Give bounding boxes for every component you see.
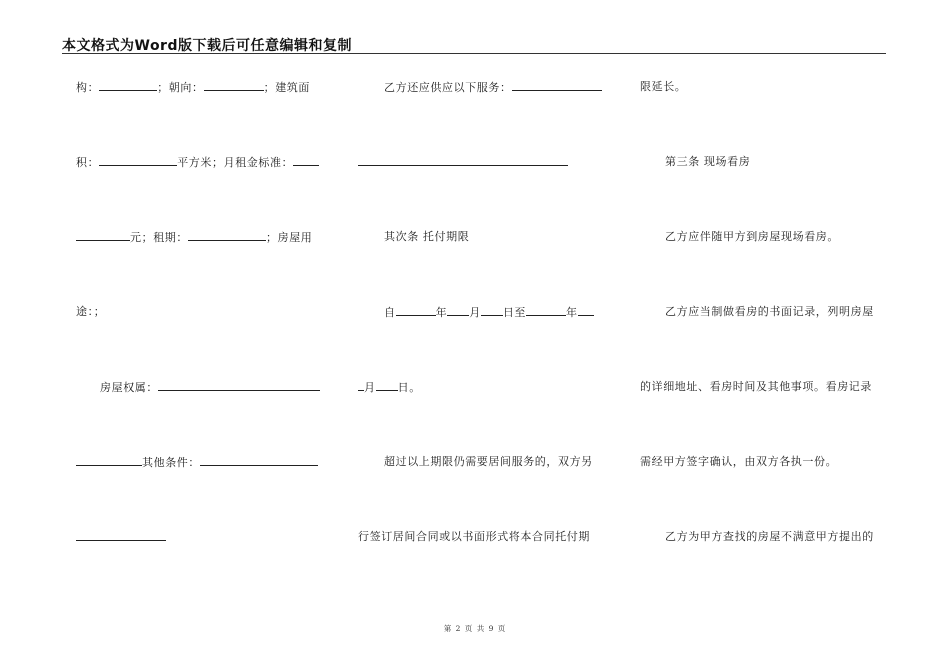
rent-standard-label: 平方米；月租金标准：: [177, 156, 294, 169]
paragraph-text: 乙方应伴随甲方到房屋现场看房。: [665, 230, 839, 243]
blank-line: [376, 380, 398, 391]
structure-label: 构：: [76, 81, 100, 94]
blank-line: [578, 305, 594, 316]
year-label: 年: [566, 306, 578, 319]
lease-term-label: 元；租期：: [130, 231, 188, 244]
paragraph-text: 行签订居间合同或以书面形式将本合同托付期: [358, 530, 590, 543]
year-label: 年: [435, 306, 448, 319]
col1-line-7: [76, 530, 166, 545]
blank-line: [158, 380, 320, 391]
day-to-label: 日至: [502, 306, 527, 319]
day-label: 日。: [397, 381, 421, 394]
paragraph-text: 限延长。: [640, 80, 687, 93]
col2-line-1: [384, 80, 602, 95]
col3-line-5: [640, 380, 872, 394]
col3-line-3: [665, 230, 839, 244]
blank-line: [526, 305, 566, 316]
document-header-title: 本文格式为Word版下载后可任意编辑和复制: [62, 38, 352, 54]
paragraph-text: 的详细地址、看房时间及其他事项。看房记录: [640, 380, 872, 393]
blank-line: [99, 80, 157, 91]
col3-line-6: [640, 455, 837, 469]
col2-line-2: [358, 155, 568, 170]
blank-line: [293, 155, 319, 166]
col1-line-4: [76, 305, 105, 319]
usage-label-end: 途：；: [76, 305, 106, 318]
col1-line-2: [76, 155, 319, 170]
col2-line-4: [384, 305, 594, 320]
blank-line: [76, 230, 130, 241]
blank-line: [76, 530, 166, 541]
col3-line-4: [665, 305, 874, 319]
col3-line-7: [665, 530, 874, 544]
article-3-heading: 第三条 现场看房: [665, 155, 751, 168]
blank-line: [99, 155, 177, 166]
col2-line-7: [358, 530, 590, 544]
paragraph-text: 需经甲方签字确认，由双方各执一份。: [640, 455, 838, 468]
area-label-start: ；建筑面: [263, 81, 311, 94]
article-2-heading: 其次条 托付期限: [384, 230, 470, 243]
ownership-label: 房屋权属：: [100, 381, 158, 394]
paragraph-text: 乙方为甲方查找的房屋不满意甲方提出的: [665, 530, 874, 543]
services-label: 乙方还应供应以下服务：: [384, 81, 512, 94]
blank-line: [358, 155, 568, 166]
blank-line: [447, 305, 469, 316]
col1-line-3: [76, 230, 312, 245]
from-label: 自: [384, 306, 396, 319]
col1-line-5: [100, 380, 320, 395]
col2-line-5: [358, 380, 421, 395]
paragraph-text: 乙方应当制做看房的书面记录，列明房屋: [665, 305, 874, 318]
month-label: 月: [469, 306, 481, 319]
col3-line-1: [640, 80, 686, 94]
col2-line-3: [384, 230, 469, 244]
orientation-label: ；朝向：: [157, 81, 204, 94]
page-number: 第 2 页 共 9 页: [443, 624, 507, 633]
blank-line: [204, 80, 264, 91]
blank-line: [512, 80, 602, 91]
blank-line: [481, 305, 503, 316]
col3-line-2: [665, 155, 750, 169]
paragraph-text: 超过以上期限仍需要居间服务的，双方另: [384, 455, 593, 468]
usage-label-start: ；房屋用: [266, 231, 313, 244]
col2-line-6: [384, 455, 593, 469]
header-divider: [62, 53, 886, 54]
blank-line: [188, 230, 266, 241]
blank-line: [396, 305, 436, 316]
col1-line-6: [76, 455, 318, 470]
blank-line: [200, 455, 318, 466]
area-label-end: 积：: [76, 156, 100, 169]
month-label: 月: [364, 381, 376, 394]
blank-line: [76, 455, 142, 466]
other-conditions-label: 其他条件：: [142, 456, 200, 469]
col1-line-1: [76, 80, 310, 95]
